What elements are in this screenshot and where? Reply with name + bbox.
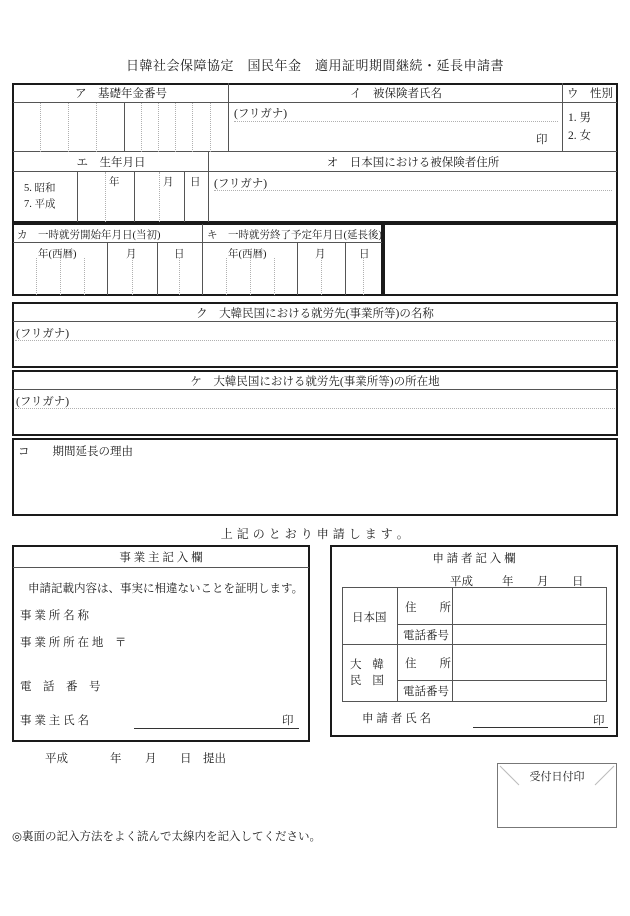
work-end-year-digit-2[interactable]	[227, 258, 251, 295]
pension-digit-cell-10[interactable]	[211, 103, 229, 152]
work-start-month-digit-1[interactable]	[108, 258, 133, 295]
birth-day-label: 日	[190, 177, 201, 188]
korea-workplace-name-header: ク 大韓民国における就労先(事業所等)の名称	[196, 307, 434, 320]
applicant-japan-address-input[interactable]	[453, 588, 606, 625]
employer-certify-text: 申請記載内容は、事実に相違ないことを証明します。	[28, 583, 304, 595]
birth-month-digit-1[interactable]	[135, 172, 160, 222]
pension-digit-cell-9[interactable]	[193, 103, 211, 152]
applicant-korea-address-label: 住 所	[405, 658, 451, 670]
work-start-year-digit-2[interactable]	[37, 258, 61, 295]
gender-option-male[interactable]: 1. 男	[568, 112, 591, 124]
gender-header: ウ 性別	[567, 88, 613, 100]
birth-year-digit-1[interactable]	[78, 172, 106, 222]
employer-submit-year: 年	[110, 753, 122, 765]
pension-digit-cell-7[interactable]	[159, 103, 176, 152]
work-end-day-label: 日	[359, 249, 370, 260]
page-title: 日韓社会保障協定 国民年金 適用証明期間継続・延長申請書	[125, 58, 504, 73]
korea-workplace-name-furigana-line[interactable]	[15, 322, 615, 341]
pension-digit-cell-1[interactable]	[13, 103, 41, 152]
footer-note: ◎裏面の記入方法をよく読んで太線内を記入してください。	[12, 831, 322, 843]
applicant-korea-phone-label: 電話番号	[403, 686, 449, 698]
applicant-name-signature-line[interactable]	[473, 727, 608, 728]
insured-name-furigana-label: (フリガナ)	[234, 108, 288, 120]
insured-name-seal-mark: 印	[536, 134, 548, 146]
pension-digit-cell-5[interactable]	[125, 103, 142, 152]
work-end-year-label: 年(西暦)	[228, 249, 267, 260]
birth-year-label: 年	[109, 177, 120, 188]
applicant-date-day: 日	[572, 576, 584, 588]
work-start-month-label: 月	[126, 249, 137, 260]
work-end-month-label: 月	[315, 249, 326, 260]
korea-workplace-address-furigana-label: (フリガナ)	[16, 396, 70, 408]
applicant-name-label: 申 請 者 氏 名	[362, 713, 431, 725]
applicant-country-label-japan: 日本国	[352, 612, 387, 624]
applicant-country-label-korea-line2: 民 国	[350, 675, 388, 687]
korea-workplace-name-furigana-label: (フリガナ)	[16, 328, 70, 340]
work-start-year-label: 年(西暦)	[38, 249, 77, 260]
work-start-year-digit-3[interactable]	[61, 258, 85, 295]
applicant-japan-address-label: 住 所	[405, 602, 451, 614]
applicant-country-label-korea-line1: 大 韓	[350, 659, 388, 671]
applicant-date-era: 平成	[450, 576, 473, 588]
applicant-date-year: 年	[502, 576, 514, 588]
birthdate-header: エ 生年月日	[76, 157, 146, 169]
applicant-country-cell-korea	[343, 645, 398, 701]
applicant-date-month: 月	[537, 576, 549, 588]
work-start-header: カ 一時就労開始年月日(当初)	[17, 230, 161, 241]
employer-field-office-address: 事 業 所 所 在 地 〒	[20, 637, 127, 649]
insured-name-header: イ 被保険者氏名	[350, 88, 442, 100]
extension-reason-header: コ 期間延長の理由	[18, 446, 133, 458]
work-end-year-digit-3[interactable]	[251, 258, 275, 295]
blank-right-box[interactable]	[383, 223, 618, 296]
pension-digit-cell-3[interactable]	[69, 103, 97, 152]
employer-submit-era: 平成	[45, 753, 68, 765]
employer-field-phone: 電 話 番 号	[20, 681, 101, 693]
work-start-year-digit-1[interactable]	[13, 258, 37, 295]
japan-address-furigana-line[interactable]	[214, 172, 612, 191]
work-end-month-digit-1[interactable]	[298, 258, 322, 295]
applicant-japan-phone-label: 電話番号	[403, 630, 449, 642]
applicant-block-title: 申 請 者 記 入 欄	[432, 553, 516, 565]
korea-workplace-address-header: ケ 大韓民国における就労先(事業所等)の所在地	[190, 375, 440, 388]
gender-option-female[interactable]: 2. 女	[568, 130, 591, 142]
work-start-day-label: 日	[174, 249, 185, 260]
pension-digit-cell-2[interactable]	[41, 103, 69, 152]
birth-era-heisei[interactable]: 7. 平成	[24, 199, 56, 210]
japan-address-furigana-label: (フリガナ)	[214, 178, 268, 190]
pension-digit-cell-6[interactable]	[142, 103, 159, 152]
employer-field-owner-name: 事 業 主 氏 名	[20, 715, 89, 727]
work-end-day-digit-1[interactable]	[346, 258, 364, 295]
japan-address-header: オ 日本国における被保険者住所	[326, 157, 500, 169]
applicant-seal-mark: 印	[593, 715, 605, 727]
employer-block-title: 事 業 主 記 入 欄	[119, 552, 203, 564]
employer-submit-verb: 提出	[203, 753, 226, 765]
receipt-stamp-label: 受付日付印	[529, 771, 585, 783]
work-start-day-digit-1[interactable]	[158, 258, 180, 295]
pension-digit-cell-8[interactable]	[176, 103, 193, 152]
pension-digit-cell-4[interactable]	[97, 103, 125, 152]
applicant-korea-address-input[interactable]	[453, 645, 606, 681]
employer-name-signature-line[interactable]	[134, 728, 299, 729]
employer-field-office-name: 事 業 所 名 称	[20, 610, 89, 622]
korea-workplace-address-furigana-line[interactable]	[15, 390, 615, 409]
receipt-stamp-corner-marks	[497, 763, 617, 828]
pension-number-header: ア 基礎年金番号	[75, 88, 167, 100]
birth-month-label: 月	[163, 177, 174, 188]
insured-name-furigana-line[interactable]	[234, 103, 558, 122]
work-end-year-digit-1[interactable]	[203, 258, 227, 295]
employer-submit-month: 月	[145, 753, 157, 765]
applicant-japan-phone-input[interactable]	[453, 625, 606, 645]
declaration-text: 上 記 の と お り 申 請 し ま す 。	[220, 527, 410, 541]
birth-era-showa[interactable]: 5. 昭和	[24, 183, 56, 194]
employer-submit-day: 日	[180, 753, 192, 765]
applicant-korea-phone-input[interactable]	[453, 681, 606, 701]
employer-seal-mark: 印	[282, 715, 294, 727]
work-end-header: キ 一時就労終了予定年月日(延長後)	[207, 230, 382, 241]
